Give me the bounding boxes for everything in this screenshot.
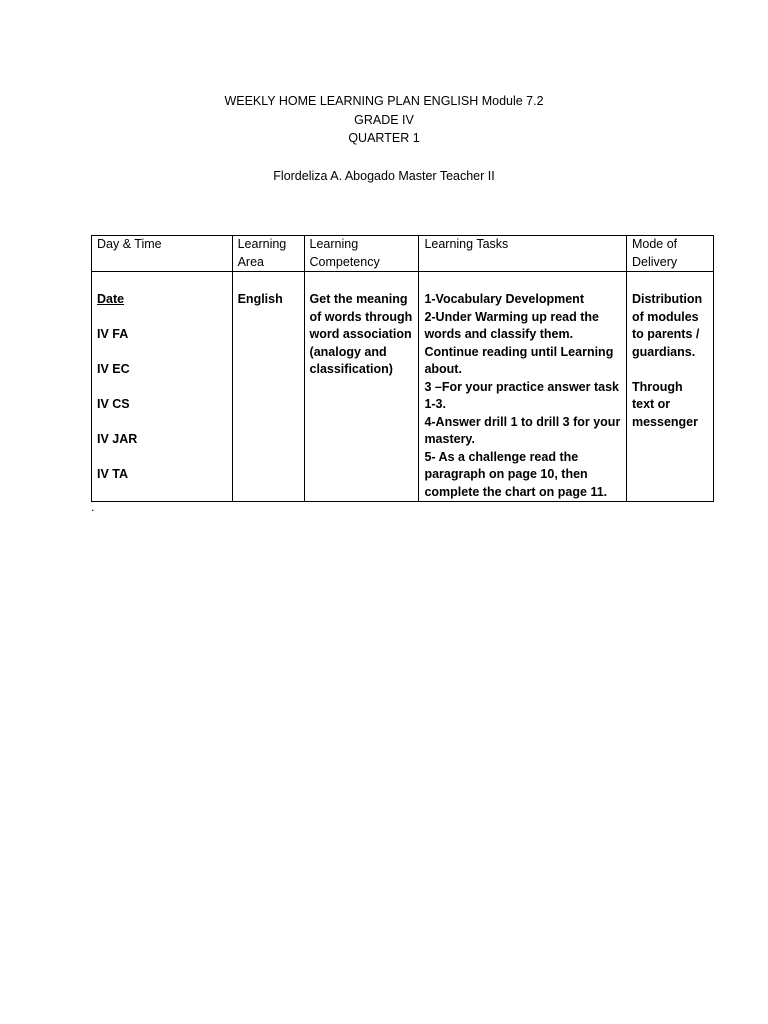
section-item: IV JAR xyxy=(97,432,138,446)
mode-text: Through text or messenger xyxy=(631,379,698,429)
task-item: 2-Under Warming up read the words and classify them. Continue reading until Learning about. xyxy=(424,309,614,376)
col-header-day-time: Day & Time xyxy=(92,236,233,272)
plan-title: WEEKLY HOME LEARNING PLAN ENGLISH Module 7.2 xyxy=(224,94,544,108)
competency-cell: Get the meaning of words through word association (analogy and classification) xyxy=(304,272,419,502)
section-item: IV CS xyxy=(97,397,130,411)
col-header-tasks: Learning Tasks xyxy=(419,236,627,272)
task-item: 4-Answer drill 1 to drill 3 for your mastery. xyxy=(424,414,621,446)
table-header-row xyxy=(92,236,714,272)
day-time-cell xyxy=(92,272,233,502)
task-item: 1-Vocabulary Development xyxy=(424,292,584,306)
learning-area-cell: English xyxy=(232,272,304,502)
section-item: IV FA xyxy=(97,327,129,341)
learning-plan-table xyxy=(91,235,714,502)
section-item: IV TA xyxy=(97,467,129,481)
author-line: Flordeliza A. Abogado Master Teacher II xyxy=(273,169,495,183)
date-label: Date xyxy=(97,292,125,306)
quarter-label: QUARTER 1 xyxy=(348,131,420,145)
mode-cell xyxy=(626,272,713,502)
section-item: IV EC xyxy=(97,362,130,376)
grade-label: GRADE IV xyxy=(354,113,414,127)
mode-distribution: Distribution of modules to parents / guardians. xyxy=(631,292,703,359)
tasks-cell xyxy=(419,272,627,502)
col-header-competency: Learning Competency xyxy=(304,236,419,272)
col-header-mode: Mode of Delivery xyxy=(626,236,713,272)
table-row xyxy=(92,272,714,502)
task-item: 5- As a challenge read the paragraph on page 10, then complete the chart on page 11. xyxy=(424,449,608,499)
stray-mark: . xyxy=(91,500,95,514)
col-header-learning-area: Learning Area xyxy=(232,236,304,272)
task-item: 3 –For your practice answer task 1-3. xyxy=(424,379,619,411)
